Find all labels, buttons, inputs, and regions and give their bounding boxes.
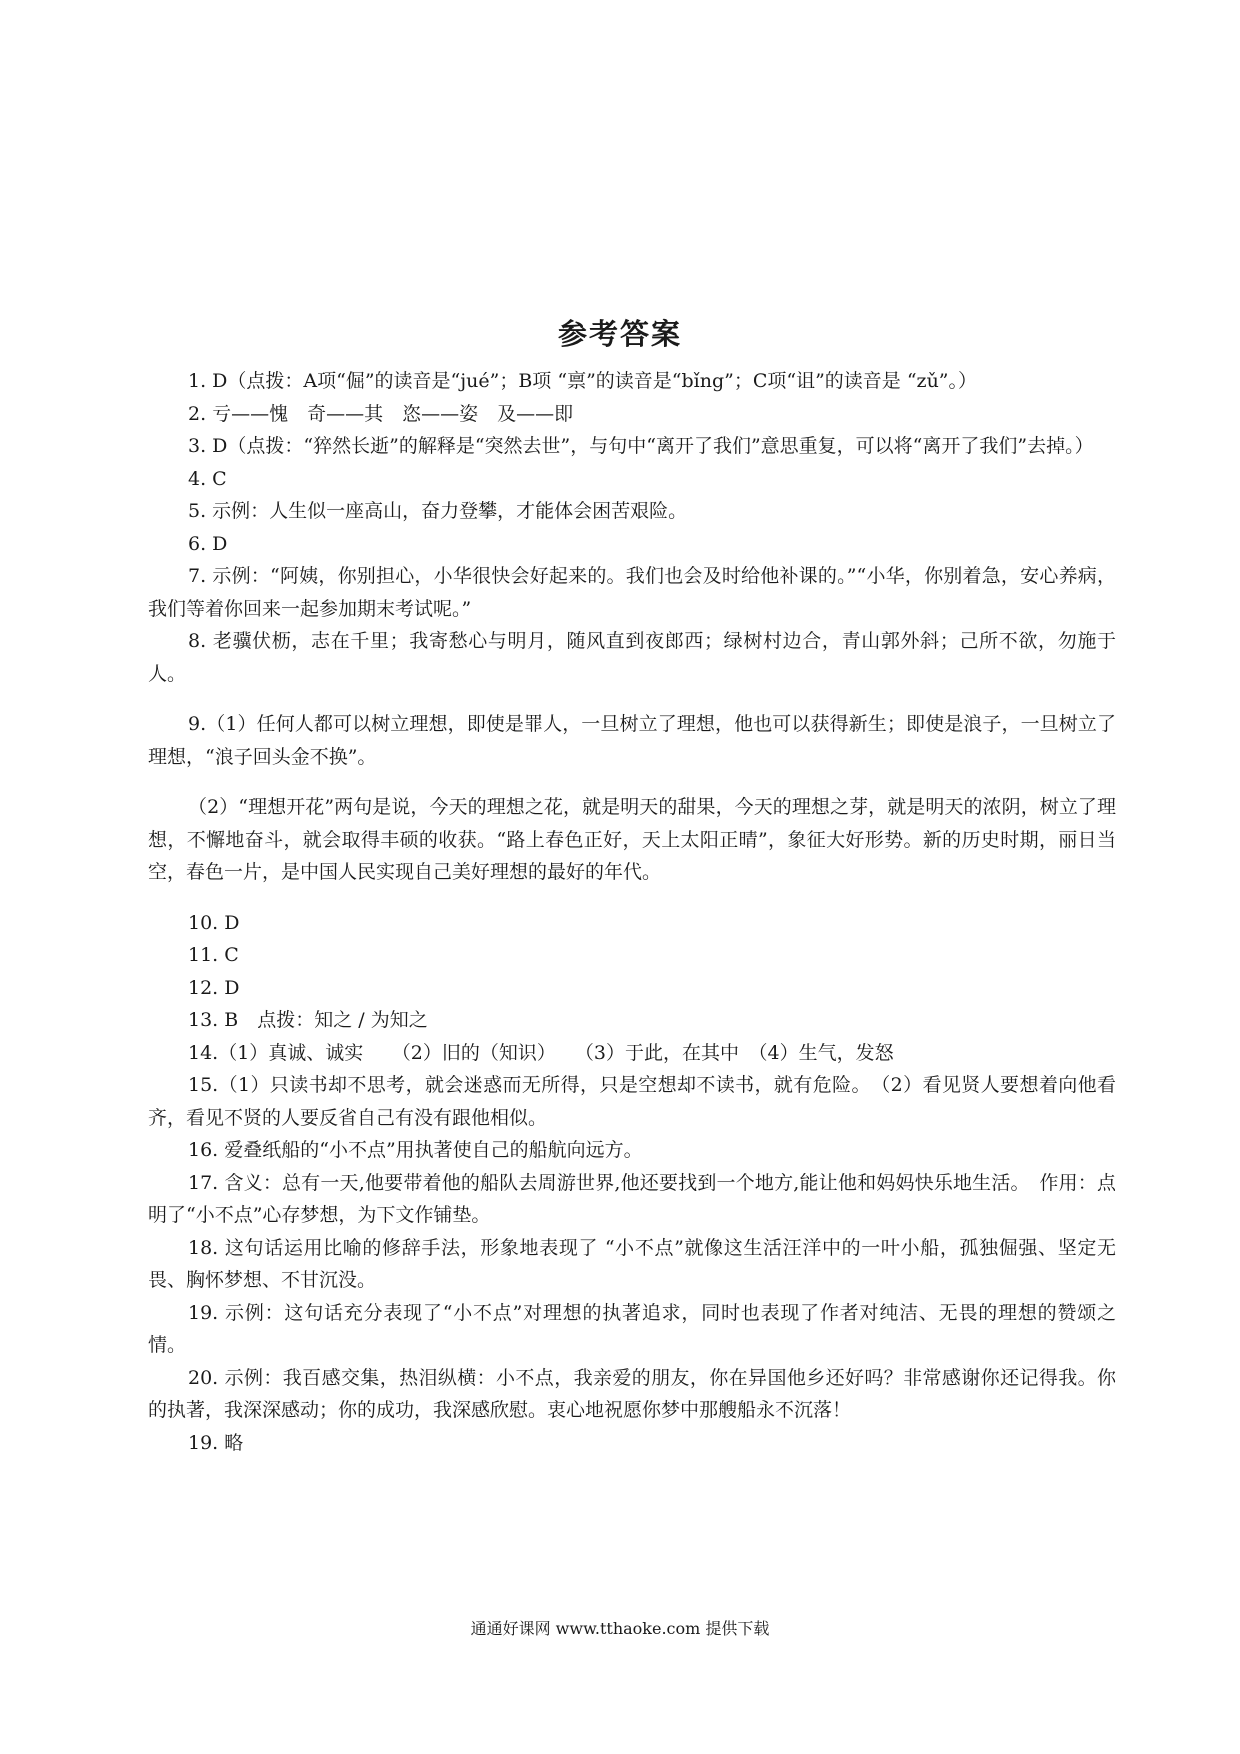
answer-11: 11. C xyxy=(188,944,239,966)
page-footer: 通通好课网 www.tthaoke.com 提供下载 xyxy=(470,1619,770,1638)
answer-5: 5. 示例：人生似一座高山，奋力登攀，才能体会困苦艰险。 xyxy=(188,500,688,522)
answer-13: 13. B 点拨：知之 / 为知之 xyxy=(188,1009,428,1031)
answer-4: 4. C xyxy=(188,467,227,490)
answer-10: 10. D xyxy=(188,911,240,934)
answer-8: 8. 老骥伏枥，志在千里；我寄愁心与明月，随风直到夜郎西；绿树村边合，青山郭外斜；己所不欲，勿施于人。 xyxy=(148,630,1116,685)
answer-17: 17. 含义：总有一天,他要带着他的船队去周游世界,他还要找到一个地方,能让他和妈妈快乐地生活。 作用：点明了“小不点”心存梦想，为下文作铺垫。 xyxy=(148,1171,1116,1226)
answer-12: 12. D xyxy=(188,976,240,999)
answer-list xyxy=(148,365,1116,1459)
answer-1: 1. D（点拨：A项“倔”的读音是“jué”；B项 “禀”的读音是“bǐng”；C项“诅”的读音是 “zǔ”。） xyxy=(188,370,978,392)
answer-3: 3. D（点拨：“猝然长逝”的解释是“突然去世”，与句中“离开了我们”意思重复，可以将“离开了我们”去掉。） xyxy=(188,435,1094,457)
answer-20: 20. 示例：我百感交集，热泪纵横：小不点，我亲爱的朋友，你在异国他乡还好吗？非常感谢你还记得我。你的执著，我深深感动；你的成功，我深感欣慰。衷心地祝愿你梦中那艘船永不沉落！ xyxy=(148,1366,1116,1421)
answer-19-repeat: 19. 略 xyxy=(188,1431,244,1454)
answer-9-part-2: （2）“理想开花”两句是说，今天的理想之花，就是明天的甜果，今天的理想之芽，就是明天的浓阴，树立了理想，不懈地奋斗，就会取得丰硕的收获。“路上春色正好，天上太阳正晴”，象征大好形势。新的历史时期，丽日当空，春色一片，是中国人民实现自己美好理想的最好的年代。 xyxy=(148,796,1116,883)
answer-14: 14.（1）真诚、诚实 （2）旧的（知识） （3）于此，在其中 （4）生气，发怒 xyxy=(188,1041,894,1064)
answer-18: 18. 这句话运用比喻的修辞手法，形象地表现了 “小不点”就像这生活汪洋中的一叶小船，孤独倔强、坚定无畏、胸怀梦想、不甘沉没。 xyxy=(148,1236,1116,1291)
answer-9-part-1: 9.（1）任何人都可以树立理想，即使是罪人，一旦树立了理想，他也可以获得新生；即使是浪子，一旦树立了理想，“浪子回头金不换”。 xyxy=(148,713,1116,768)
page-title: 参考答案 xyxy=(557,317,682,351)
answer-16: 16. 爱叠纸船的“小不点”用执著使自己的船航向远方。 xyxy=(188,1139,643,1161)
answer-7: 7. 示例：“阿姨，你别担心，小华很快会好起来的。我们也会及时给他补课的。”“小华，你别着急，安心养病，我们等着你回来一起参加期末考试呢。” xyxy=(148,565,1116,620)
answer-2: 2. 亏——愧 奇——其 恣——姿 及——即 xyxy=(188,402,574,425)
answer-6: 6. D xyxy=(188,532,228,555)
answer-19: 19. 示例：这句话充分表现了“小不点”对理想的执著追求，同时也表现了作者对纯洁、无畏的理想的赞颂之情。 xyxy=(148,1301,1116,1356)
answer-15: 15.（1）只读书却不思考，就会迷惑而无所得，只是空想却不读书，就有危险。 （2）看见贤人要想着向他看齐，看见不贤的人要反省自己有没有跟他相似。 xyxy=(148,1074,1116,1129)
